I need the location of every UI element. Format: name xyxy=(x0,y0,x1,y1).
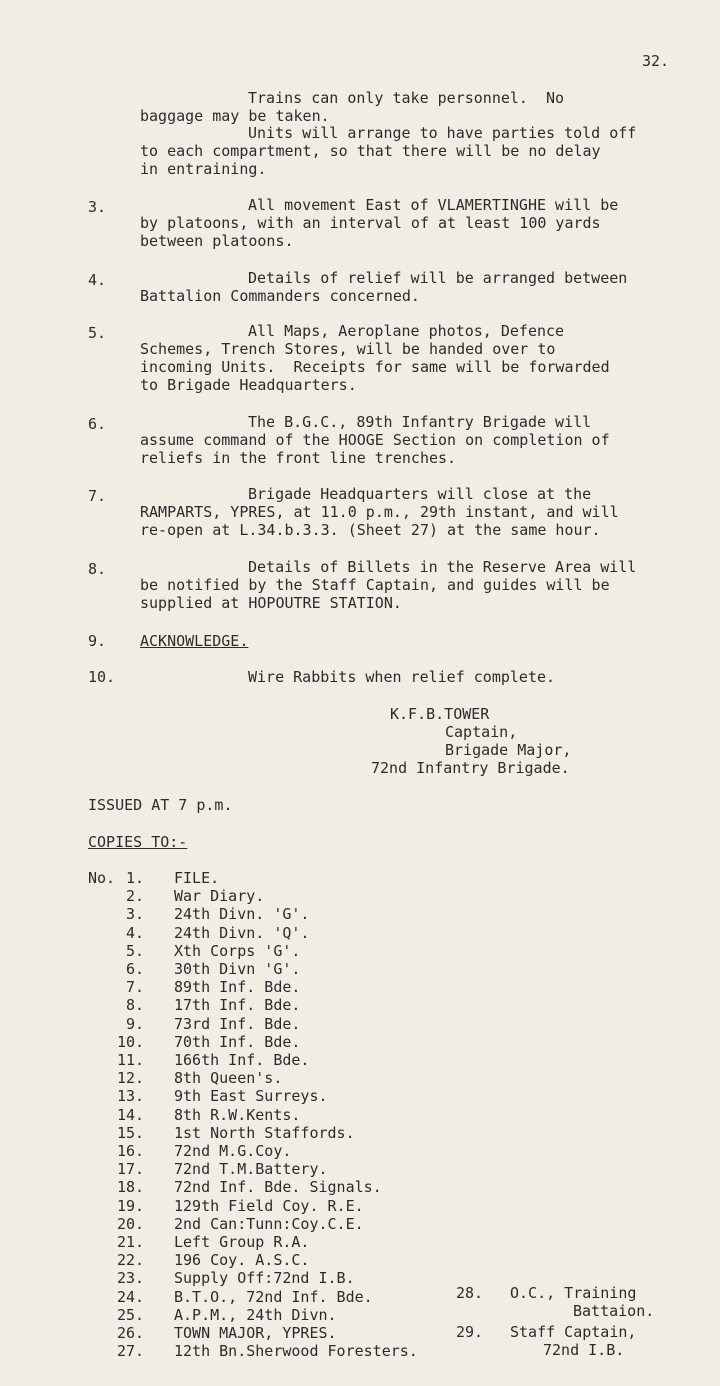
copy-recipient: 72nd Inf. Bde. Signals. xyxy=(174,1178,382,1196)
copy-recipient: 73rd Inf. Bde. xyxy=(174,1015,301,1033)
copy-recipient: 72nd T.M.Battery. xyxy=(174,1160,328,1178)
intro-line: in entraining. xyxy=(140,160,267,178)
paragraph-line: supplied at HOPOUTRE STATION. xyxy=(140,594,402,612)
paragraph-line: Details of Billets in the Reserve Area will xyxy=(248,558,637,576)
copy-number: 25. xyxy=(117,1306,145,1324)
copy-number: 8. xyxy=(126,996,145,1014)
signature-rank: Captain, xyxy=(445,723,518,741)
paragraph-number: 3. xyxy=(88,198,107,216)
copy-number: 12. xyxy=(117,1069,145,1087)
copy-number: 2. xyxy=(126,887,145,905)
copy-recipient: 70th Inf. Bde. xyxy=(174,1033,301,1051)
acknowledge-line: ACKNOWLEDGE. xyxy=(140,632,249,650)
copy-number: 29. xyxy=(456,1323,484,1341)
copy-recipient: Staff Captain, xyxy=(510,1323,637,1341)
copy-number: 7. xyxy=(126,978,145,996)
copy-number: 10. xyxy=(117,1033,145,1051)
copy-number: 3. xyxy=(126,905,145,923)
issued-line: ISSUED AT 7 p.m. xyxy=(88,796,233,814)
signature-title: Brigade Major, xyxy=(445,741,572,759)
copy-number: 26. xyxy=(117,1324,145,1342)
copy-number: 20. xyxy=(117,1215,145,1233)
copy-recipient: Supply Off:72nd I.B. xyxy=(174,1269,355,1287)
paragraph-line: incoming Units. Receipts for same will be forwarded xyxy=(140,358,610,376)
copy-recipient: 24th Divn. 'G'. xyxy=(174,905,310,923)
copy-recipient: 1st North Staffords. xyxy=(174,1124,355,1142)
copy-number: 18. xyxy=(117,1178,145,1196)
paragraph-number: 9. xyxy=(88,632,107,650)
copy-number: 6. xyxy=(126,960,145,978)
copy-number: 19. xyxy=(117,1197,145,1215)
copy-number: 5. xyxy=(126,942,145,960)
copy-number: 1. xyxy=(126,869,145,887)
copy-recipient: 9th East Surreys. xyxy=(174,1087,328,1105)
paragraph-line: re-open at L.34.b.3.3. (Sheet 27) at the same hour. xyxy=(140,521,601,539)
copy-recipient: 129th Field Coy. R.E. xyxy=(174,1197,364,1215)
copy-recipient: Left Group R.A. xyxy=(174,1233,310,1251)
paragraph-line: RAMPARTS, YPRES, at 11.0 p.m., 29th instant, and will xyxy=(140,503,619,521)
copy-number: 15. xyxy=(117,1124,145,1142)
copy-number: 27. xyxy=(117,1342,145,1360)
paragraph-line: reliefs in the front line trenches. xyxy=(140,449,457,467)
copy-recipient: B.T.O., 72nd Inf. Bde. xyxy=(174,1288,373,1306)
copy-recipient: 72nd I.B. xyxy=(543,1341,625,1359)
copy-recipient: 30th Divn 'G'. xyxy=(174,960,301,978)
paragraph-number: 8. xyxy=(88,560,107,578)
copy-recipient: Xth Corps 'G'. xyxy=(174,942,301,960)
copy-recipient: 196 Coy. A.S.C. xyxy=(174,1251,310,1269)
paragraph-line: by platoons, with an interval of at least 100 yards xyxy=(140,214,601,232)
paragraph-line: Schemes, Trench Stores, will be handed over to xyxy=(140,340,556,358)
intro-line: Trains can only take personnel. No xyxy=(248,89,565,107)
paragraph-number: 10. xyxy=(88,668,116,686)
copy-number: 11. xyxy=(117,1051,145,1069)
paragraph-number: 4. xyxy=(88,271,107,289)
copy-recipient: FILE. xyxy=(174,869,220,887)
paragraph-number: 6. xyxy=(88,415,107,433)
paragraph-line: be notified by the Staff Captain, and guides will be xyxy=(140,576,610,594)
copy-recipient: 12th Bn.Sherwood Foresters. xyxy=(174,1342,418,1360)
copy-recipient: 17th Inf. Bde. xyxy=(174,996,301,1014)
paragraph-line: between platoons. xyxy=(140,232,294,250)
copy-recipient: O.C., Training xyxy=(510,1284,637,1302)
paragraph-line: The B.G.C., 89th Infantry Brigade will xyxy=(248,413,592,431)
copy-recipient: 8th R.W.Kents. xyxy=(174,1106,301,1124)
copy-recipient: 2nd Can:Tunn:Coy.C.E. xyxy=(174,1215,364,1233)
page-number: 32. xyxy=(642,52,670,70)
copy-number: 24. xyxy=(117,1288,145,1306)
paragraph-line: Wire Rabbits when relief complete. xyxy=(248,668,556,686)
copy-recipient: 8th Queen's. xyxy=(174,1069,283,1087)
signature-unit: 72nd Infantry Brigade. xyxy=(371,759,570,777)
copy-number: 16. xyxy=(117,1142,145,1160)
paragraph-line: All Maps, Aeroplane photos, Defence xyxy=(248,322,565,340)
paragraph-number: 7. xyxy=(88,487,107,505)
copy-recipient: 166th Inf. Bde. xyxy=(174,1051,310,1069)
copy-number: 28. xyxy=(456,1284,484,1302)
copy-recipient: Battaion. xyxy=(573,1302,655,1320)
copy-number: 9. xyxy=(126,1015,145,1033)
copy-recipient: 72nd M.G.Coy. xyxy=(174,1142,292,1160)
copy-number: 21. xyxy=(117,1233,145,1251)
copy-number: 23. xyxy=(117,1269,145,1287)
paragraph-line: Battalion Commanders concerned. xyxy=(140,287,420,305)
paragraph-line: Details of relief will be arranged between xyxy=(248,269,628,287)
paragraph-line: All movement East of VLAMERTINGHE will be xyxy=(248,196,619,214)
signature-name: K.F.B.TOWER xyxy=(390,705,490,723)
copy-recipient: TOWN MAJOR, YPRES. xyxy=(174,1324,337,1342)
copy-recipient: 89th Inf. Bde. xyxy=(174,978,301,996)
intro-line: to each compartment, so that there will be no delay xyxy=(140,142,601,160)
copy-recipient: 24th Divn. 'Q'. xyxy=(174,924,310,942)
paragraph-line: to Brigade Headquarters. xyxy=(140,376,357,394)
copy-number: 4. xyxy=(126,924,145,942)
paragraph-line: assume command of the HOOGE Section on completion of xyxy=(140,431,610,449)
paragraph-number: 5. xyxy=(88,324,107,342)
intro-line: baggage may be taken. xyxy=(140,107,330,125)
copy-recipient: War Diary. xyxy=(174,887,265,905)
copies-heading: COPIES TO:- xyxy=(88,833,188,851)
copies-prefix: No. xyxy=(88,869,116,887)
copy-number: 22. xyxy=(117,1251,145,1269)
paragraph-line: Brigade Headquarters will close at the xyxy=(248,485,592,503)
copy-number: 13. xyxy=(117,1087,145,1105)
copy-number: 17. xyxy=(117,1160,145,1178)
copy-recipient: A.P.M., 24th Divn. xyxy=(174,1306,337,1324)
copy-number: 14. xyxy=(117,1106,145,1124)
intro-line: Units will arrange to have parties told off xyxy=(248,124,637,142)
